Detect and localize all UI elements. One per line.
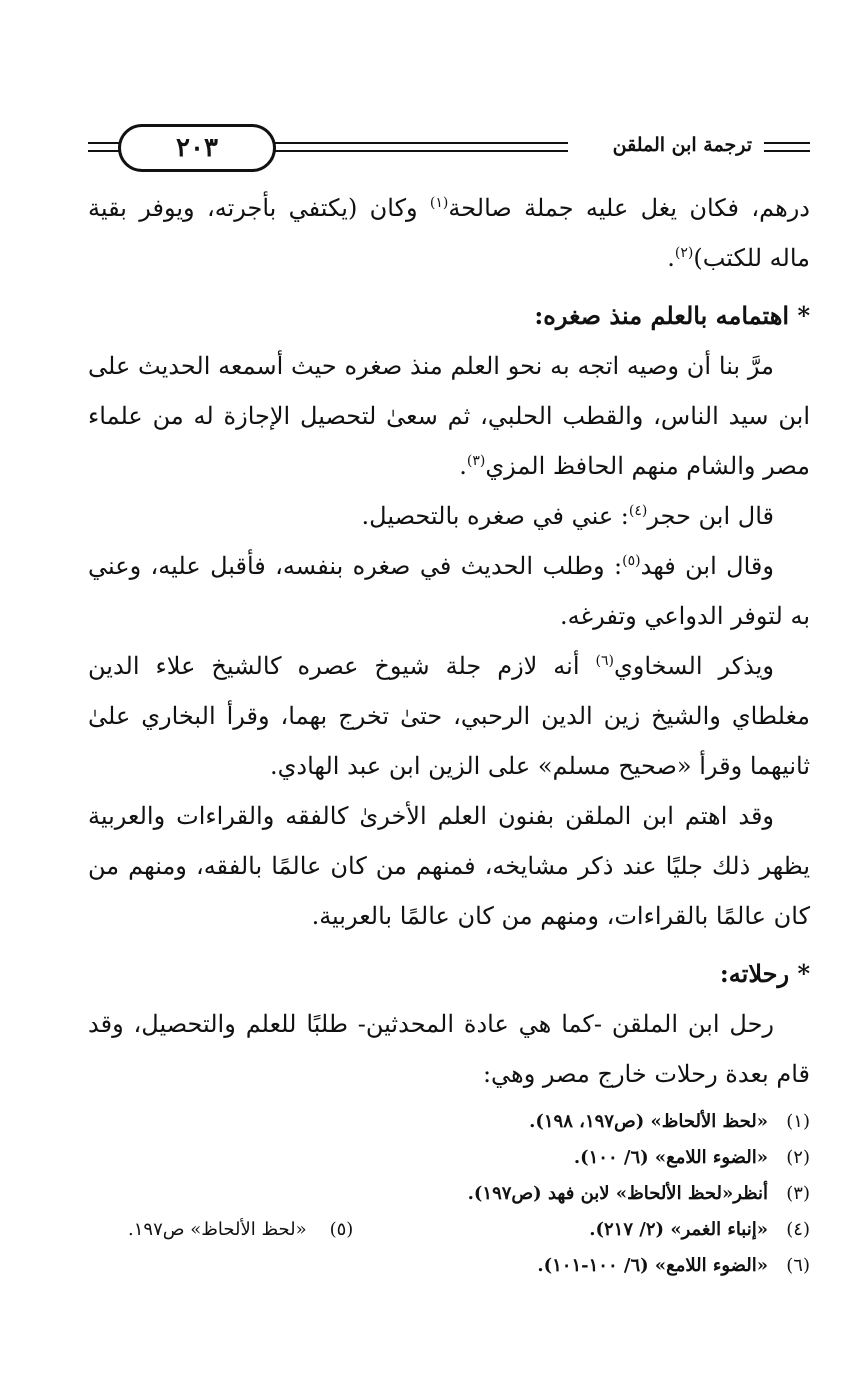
footnote-text: «الضوء اللامع» (٦/ ١٠٠). [573,1147,768,1168]
paragraph [88,183,810,283]
text-span: : وطلب الحديث في صغره بنفسه، فأقبل عليه، وعني به لتوفر الدواعي وتفرغه. [88,552,810,630]
paragraph [88,641,810,791]
text-span: قال ابن حجر [647,502,774,530]
footnote-text: «إنباء الغمر» (٢/ ٢١٧). [589,1219,768,1240]
text-span: ويذكر السخاوي [613,652,774,680]
footnote-ref: (٤) [628,503,648,519]
footnote [88,1248,810,1284]
text-span: وكان (يكتفي بأجرته، ويوفر بقية ماله للكتب) [88,194,810,272]
footnote-ref: (٣) [466,453,486,469]
paragraph [88,341,810,491]
footnote-ref: (٦) [595,653,614,669]
header-rule [268,142,568,144]
page-header [88,118,810,180]
footnote-ref: (١) [429,195,449,211]
header-rule [764,142,810,144]
page-number: ٢٠٣ [118,124,276,172]
paragraph [88,541,810,641]
footnote-ref: (٢) [674,245,694,261]
text-span: : عني في صغره بالتحصيل. [361,502,629,530]
footnote-text: أنظر«لحظ الألحاظ» لابن فهد (ص١٩٧). [467,1183,768,1204]
star-marker: * [797,959,810,988]
running-title: ترجمة ابن الملقن [607,134,758,156]
footnote [88,1140,810,1176]
footnote-number: (٣) [786,1183,810,1204]
footnote-number: (٦) [786,1255,810,1276]
text-span: درهم، فكان يغل عليه جملة صالحة [448,194,810,222]
paragraph [88,491,810,541]
text-span: . [459,452,467,480]
header-rule [268,150,568,152]
heading-text: رحلاته: [719,959,798,988]
footnote [88,1176,810,1212]
footnote-ref: (٥) [622,553,641,569]
paragraph: رحل ابن الملقن -كما هي عادة المحدثين- طلبًا للعلم والتحصيل، وقد قام بعدة رحلات خارج مصر وهي: [88,1010,810,1088]
section-heading [88,949,810,999]
paragraph: وقد اهتم ابن الملقن بفنون العلم الأخرىٰ كالفقه والقراءات والعربية يظهر ذلك جليًا عند ذكر مشايخه، فمنهم من كان عالمًا بالفقه، ومنهم من كان عالمًا بالقراءات، ومنهم من كان عالمًا بالعربية. [88,802,810,930]
footnote-number: (٤) [786,1219,810,1240]
text-span: مرَّ بنا أن وصيه اتجه به نحو العلم منذ صغره حيث أسمعه الحديث على ابن سيد الناس، والقطب الحلبي، ثم سعىٰ لتحصيل الإجازة له من علماء مصر والشام منهم الحافظ المزي [88,352,810,480]
footnote-text: «لحظ الألحاظ» ص١٩٧. [128,1219,307,1240]
footnote-side [128,1212,353,1248]
text-span: . [667,244,675,272]
text-span: وقال ابن فهد [640,552,774,580]
footnote-text: «الضوء اللامع» (٦/ ١٠٠-١٠١). [537,1255,768,1276]
star-marker: * [797,301,810,330]
section-heading [88,291,810,341]
footnote [88,1212,810,1248]
footnote [88,1104,810,1140]
header-rule [764,150,810,152]
heading-text: اهتمامه بالعلم منذ صغره: [534,301,798,330]
text-span: أنه لازم جلة شيوخ عصره كالشيخ علاء الدين مغلطاي والشيخ زين الدين الرحبي، حتىٰ تخرج بهما، وقرأ البخاري علىٰ ثانيهما وقرأ «صحيح مسلم» على الزين ابن عبد الهادي. [88,652,811,780]
footnote-number: (٥) [329,1219,354,1240]
footnotes [88,1104,810,1284]
footnote-text: «لحظ الألحاظ» (ص١٩٧، ١٩٨). [529,1111,768,1132]
footnote-number: (١) [786,1111,810,1132]
body-text [88,183,810,1099]
footnote-number: (٢) [786,1147,810,1168]
